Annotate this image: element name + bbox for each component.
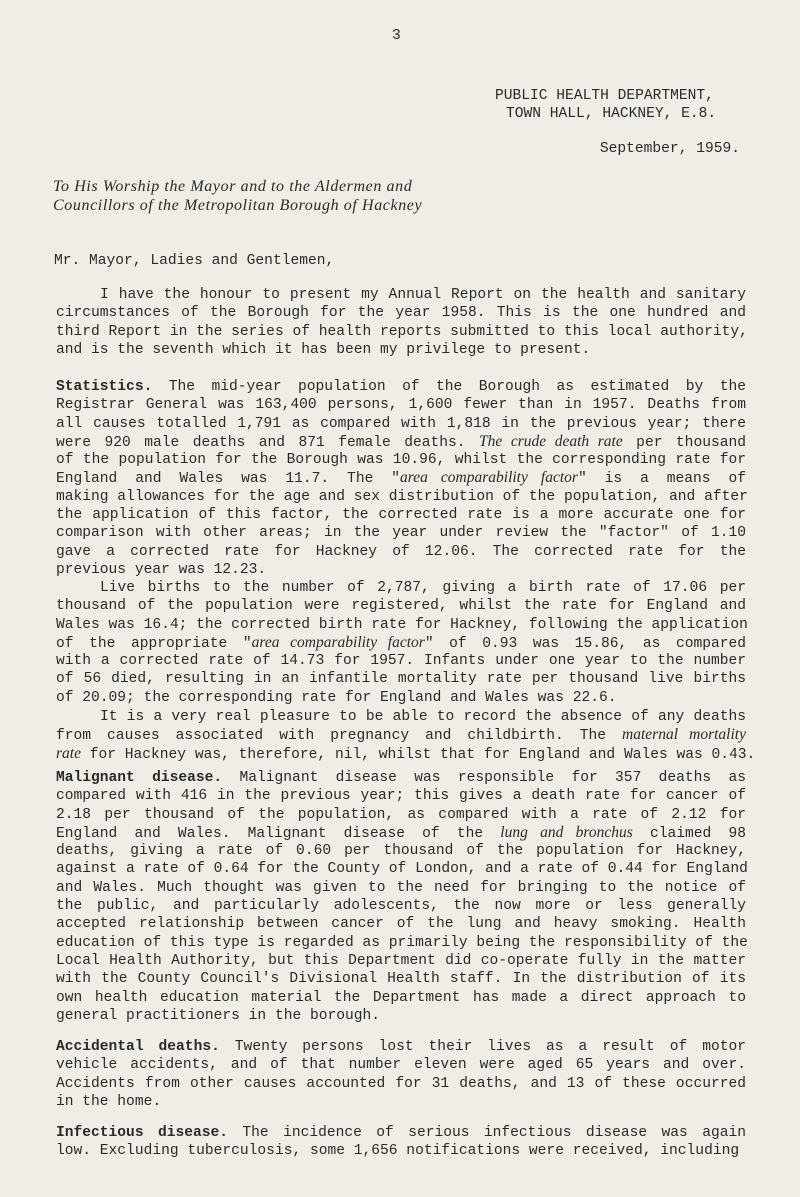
letter-date: September, 1959. — [599, 141, 740, 157]
text-segment: in the home. — [56, 1093, 162, 1110]
letterhead-department: PUBLIC HEALTH DEPARTMENT, — [495, 88, 714, 104]
text-segment: 2.18 per thousand of the population, as compared with a rate of 2.12 for — [56, 806, 746, 823]
text-line — [56, 915, 746, 933]
text-segment: Live births to the number of 2,787, giving a birth rate of 17.06 per — [100, 580, 746, 596]
text-line — [56, 879, 746, 897]
text-segment: I have the honour to present my Annual Report on the health and sanitary — [100, 287, 746, 303]
text-line — [56, 616, 746, 634]
text-line — [56, 726, 746, 744]
text-line — [56, 708, 746, 726]
text-segment: England and Wales. Malignant disease of the — [56, 825, 501, 842]
text-line — [56, 824, 746, 842]
text-line — [56, 1093, 746, 1111]
text-segment: claimed 98 — [632, 825, 746, 842]
addressee-line-2: Councillors of the Metropolitan Borough of Hackney — [53, 197, 423, 214]
text-segment: were 920 male deaths and 871 female deaths. — [56, 434, 480, 451]
text-segment: general practitioners in the borough. — [56, 1007, 381, 1024]
text-line — [56, 1038, 746, 1056]
letterhead-address: TOWN HALL, HACKNEY, E.8. — [506, 106, 717, 122]
text-line — [56, 769, 746, 787]
paragraph-statistics — [56, 378, 746, 579]
text-segment: Registrar General was 163,400 persons, 1,600 fewer than in 1957. Deaths from — [56, 397, 746, 414]
text-segment: own health education material the Department has made a direct approach to — [56, 989, 746, 1006]
paragraph-infectious-disease — [56, 1124, 746, 1161]
text-segment: Malignant disease was responsible for 357 deaths as — [222, 770, 747, 786]
text-line — [56, 1007, 746, 1025]
text-segment: circumstances of the Borough for the year 1958. This is the one hundred and — [56, 305, 746, 322]
text-line — [56, 543, 746, 561]
italic-term: lung and bronchus — [500, 823, 633, 841]
section-heading: Accidental deaths. — [56, 1039, 220, 1055]
text-segment: thousand of the population were registered, whilst the rate for England and — [56, 598, 746, 615]
text-segment: and Wales. Much thought was given to the need for bringing to the notice of — [56, 879, 746, 896]
text-line — [56, 304, 746, 322]
text-line — [56, 952, 746, 970]
text-segment: comparison with other areas; in the year under review the "factor" of 1.10 — [56, 525, 746, 542]
paragraph-accidental-deaths — [56, 1038, 746, 1111]
text-segment: making allowances for the age and sex distribution of the population, and after — [56, 488, 748, 505]
text-line — [56, 506, 746, 524]
section-heading: Malignant disease. — [56, 770, 223, 786]
text-segment: per thousand — [622, 434, 746, 451]
text-segment: all causes totalled 1,791 as compared with 1,818 in the previous year; there — [56, 415, 746, 432]
italic-term: maternal mortality — [622, 726, 746, 744]
text-segment: The incidence of serious infectious disease was again — [228, 1125, 746, 1141]
text-line — [56, 1075, 746, 1093]
text-segment: vehicle accidents, and of that number eleven were aged 65 years and over. — [56, 1057, 746, 1074]
italic-term: area comparability factor — [400, 469, 578, 487]
text-line — [56, 744, 756, 763]
text-segment: and is the seventh which it has been my privilege to present. — [56, 341, 591, 358]
text-segment: Twenty persons lost their lives as a result of motor — [219, 1039, 746, 1055]
text-line — [56, 970, 746, 988]
text-segment: gave a corrected rate for Hackney of 12.06. The corrected rate for the — [56, 543, 746, 560]
text-segment: accepted relationship between cancer of the lung and heavy smoking. Health — [56, 916, 746, 933]
section-heading: Statistics. — [56, 379, 153, 395]
text-segment: third Report in the series of health reports submitted to this local authority, — [56, 323, 748, 340]
text-line — [56, 1142, 746, 1160]
text-line — [56, 1124, 746, 1142]
text-segment: education of this type is regarded as primarily being the responsibility of the — [56, 934, 748, 951]
text-line — [56, 561, 746, 579]
text-segment: deaths, giving a rate of 0.60 per thousand of the population for Hackney, — [56, 843, 746, 860]
text-line — [56, 469, 746, 487]
text-line — [56, 451, 746, 469]
text-segment: It is a very real pleasure to be able to record the absence of any deaths — [100, 709, 746, 725]
text-line — [56, 597, 746, 615]
text-segment: low. Excluding tuberculosis, some 1,656 notifications were received, including — [56, 1143, 740, 1160]
text-segment: The mid-year population of the Borough as estimated by the — [152, 379, 746, 395]
text-segment: the application of this factor, the corrected rate is a more accurate one for — [56, 507, 746, 524]
text-line — [56, 860, 746, 878]
italic-term: rate — [56, 744, 81, 762]
text-line — [56, 433, 746, 451]
text-line — [56, 989, 746, 1007]
text-segment: " is a means of — [577, 471, 746, 488]
page-number: 3 — [392, 28, 401, 44]
text-line — [56, 524, 746, 542]
text-segment: " of 0.93 was 15.86, as compared — [424, 635, 747, 652]
text-segment: Local Health Authority, but this Department did co-operate fully in the matter — [56, 952, 746, 969]
text-segment: of 20.09; the corresponding rate for England and Wales was 22.6. — [56, 689, 617, 706]
text-segment: of the appropriate " — [56, 635, 252, 652]
text-line — [56, 341, 746, 359]
text-segment: previous year was 12.23. — [56, 561, 267, 578]
paragraph-maternal-mortality — [56, 708, 756, 763]
paragraph-intro — [56, 286, 746, 359]
paragraph-live-births — [56, 579, 746, 707]
text-line — [56, 842, 746, 860]
text-line — [56, 378, 746, 396]
text-line — [56, 323, 746, 341]
text-line — [56, 579, 746, 597]
text-segment: England and Wales was 11.7. The " — [56, 471, 401, 488]
text-segment: Wales was 16.4; the corrected birth rate for Hackney, following the application — [56, 616, 748, 633]
text-segment: of 56 died, resulting in an infantile mortality rate per thousand live births — [56, 671, 746, 688]
text-segment: with the County Council's Divisional Health staff. In the distribution of its — [56, 971, 746, 988]
text-line — [56, 1056, 746, 1074]
text-segment: for Hackney was, therefore, nil, whilst that for England and Wales was 0.43. — [80, 746, 756, 763]
text-line — [56, 787, 746, 805]
text-line — [56, 897, 746, 915]
text-segment: from causes associated with pregnancy and childbirth. The — [56, 728, 623, 745]
text-line — [56, 415, 746, 433]
text-line — [56, 806, 746, 824]
text-line — [56, 634, 746, 652]
section-heading: Infectious disease. — [56, 1125, 229, 1141]
text-line — [56, 652, 746, 670]
italic-term: area comparability factor — [251, 633, 425, 651]
text-segment: compared with 416 in the previous year; this gives a death rate for cancer of — [56, 788, 746, 805]
text-line — [56, 670, 746, 688]
text-line — [56, 286, 746, 304]
text-segment: of the population for the Borough was 10.96, whilst the corresponding rate for — [56, 452, 746, 469]
text-line — [56, 934, 746, 952]
text-segment: with a corrected rate of 14.73 for 1957. Infants under one year to the number — [56, 653, 746, 670]
salutation: Mr. Mayor, Ladies and Gentlemen, — [54, 253, 335, 269]
text-segment: against a rate of 0.64 for the County of London, and a rate of 0.44 for England — [56, 861, 748, 878]
italic-term: The crude death rate — [479, 432, 623, 450]
text-segment: the public, and particularly adolescents, the now more or less generally — [56, 898, 746, 915]
text-segment: Accidents from other causes accounted for 31 deaths, and 13 of these occurred — [56, 1075, 746, 1092]
paragraph-malignant-disease — [56, 769, 746, 1025]
text-line — [56, 689, 746, 707]
text-line — [56, 396, 746, 414]
addressee-line-1: To His Worship the Mayor and to the Aldermen and — [53, 178, 413, 195]
text-line — [56, 488, 746, 506]
